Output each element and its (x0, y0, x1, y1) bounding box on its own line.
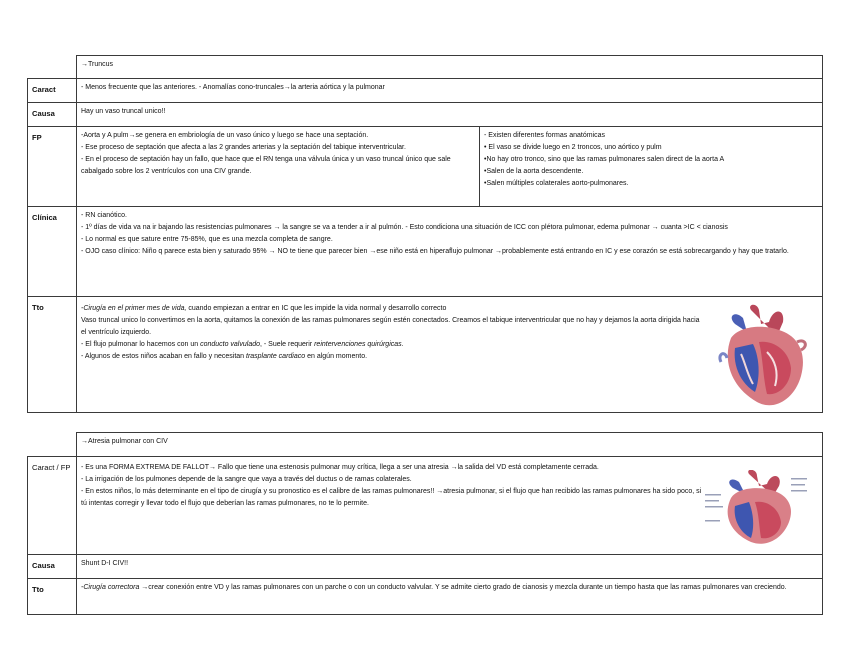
caract-fp-label: Caract / FP (28, 457, 77, 555)
fp-right-line: •Salen de la aorta descendente. (484, 168, 584, 175)
clinica-line: - RN cianótico. (81, 212, 127, 219)
fp-label: FP (28, 127, 77, 207)
fp-left-line: - En el proceso de septación hay un fallo, que hace que el RN tenga una válvula única y un vaso truncal único que sale cabalgado sobre los 2 ventrículos con una CIV grande. (81, 156, 451, 175)
caract-fp-line: - La irrigación de los pulmones depende de la sangre que vaya a través del ductus o de ramas colaterales. (81, 476, 412, 483)
tto-italic: conducto valvulado (200, 341, 260, 348)
fp-left-line: -Aorta y A pulm→se genera en embriología de un vaso único y luego se hace una septación. (81, 132, 369, 139)
tto-text (77, 579, 823, 615)
causa-label: Causa (28, 103, 77, 127)
caract-fp-line: - Es una FORMA EXTREMA DE FALLOT→ Fallo que tiene una estenosis pulmonar muy crítica, llega a ser una atresia →la salida del VD está completamente cerrada. (81, 464, 599, 471)
tto-line: Vaso truncal unico lo convertimos en la aorta, quitamos la conexión de las ramas pulmonares según estén conectados. Creamos el tabique interventricular que no hay y dejamos la aorta dirigida hacia el ventrículo izquierdo. (81, 317, 700, 336)
heart-diagram-illustration (703, 470, 809, 548)
causa-text: Hay un vaso truncal unico!! (77, 103, 823, 127)
heart-illustration (713, 302, 811, 412)
tto-italic: trasplante cardiaco (246, 353, 306, 360)
tto-text-span: →crear conexión entre VD y las ramas pulmonares con un parche o con un conducto valvular. Y se admite cierto grado de cianosis y mezcla durante un tiempo hasta que las ramas pulmonares van creciendo. (139, 584, 787, 591)
clinica-line: - Lo normal es que sature entre 75-85%, que es una mezcla completa de sangre. (81, 236, 333, 243)
tto-italic: -Cirugía correctora (81, 584, 140, 591)
fp-left-line: - Ese proceso de septación que afecta a las 2 grandes arterias y la septación del tabique interventricular. (81, 144, 406, 151)
tto-text-span: - El flujo pulmonar lo hacemos con un (81, 341, 201, 348)
corner-cell (28, 433, 77, 457)
truncus-title: →Truncus (77, 56, 823, 79)
corner-cell (28, 56, 77, 79)
tto-italic: reintervenciones quirúrgicas. (314, 341, 404, 348)
tto-text-span: en algún momento. (305, 353, 368, 360)
tto-text-span: cuando empiezan a entrar en IC que les impide la vida normal y desarrollo correcto (186, 305, 447, 312)
tto-text-span: , - Suele requerir (260, 341, 315, 348)
fp-right-line: • El vaso se divide luego en 2 troncos, uno aórtico y pulm (484, 144, 662, 151)
fp-right (480, 127, 823, 207)
caract-fp-line: - En estos niños, lo más determinante en el tipo de cirugía y su pronostico es el calibre de las ramas pulmonares!! →atresia pulmonar, si el flujo que han recibido las ramas pulmonares ha sido poco, si tú intentas corregir y llevar todo el flujo que deberían las ramas pulmonares, no te lo permite. (81, 488, 702, 507)
clinica-line: - 1º días de vida va na ir bajando las resistencias pulmonares → la sangre se va a tender a ir al pulmón. - Esto condiciona una situación de ICC con plétora pulmonar, edema pulmonar → cuanta >IC < cianosis (81, 224, 728, 231)
tto-text-span: - Algunos de estos niños acaban en fallo y necesitan (81, 353, 246, 360)
clinica-text (77, 207, 823, 297)
tto-label: Tto (28, 579, 77, 615)
causa-text: Shunt D-I CIV!! (77, 555, 823, 579)
atresia-title: →Atresia pulmonar con CIV (77, 433, 823, 457)
causa-label: Causa (28, 555, 77, 579)
caract-text: - Menos frecuente que las anteriores. - Anomalías cono-truncales→la arteria aórtica y la pulmonar (77, 79, 823, 103)
tto-text (77, 297, 823, 413)
truncus-table (27, 55, 823, 413)
tto-label: Tto (28, 297, 77, 413)
clinica-line: - OJO caso clínico: Niño q parece esta bien y saturado 95% → NO te tiene que parecer bien →ese niño está en hiperaflujo pulmonar →probablemente está entrando en IC y ese corazón se está sobrecargando y hay que tratarlo. (81, 248, 789, 255)
fp-left (77, 127, 480, 207)
fp-right-line: •Salen múltiples colaterales aorto-pulmonares. (484, 180, 629, 187)
fp-right-line: •No hay otro tronco, sino que las ramas pulmonares salen direct de la aorta A (484, 156, 725, 163)
fp-right-line: - Existen diferentes formas anatómicas (484, 132, 605, 139)
clinica-label: Clínica (28, 207, 77, 297)
tto-italic: -Cirugía en el primer mes de vida, (81, 305, 187, 312)
caract-label: Caract (28, 79, 77, 103)
